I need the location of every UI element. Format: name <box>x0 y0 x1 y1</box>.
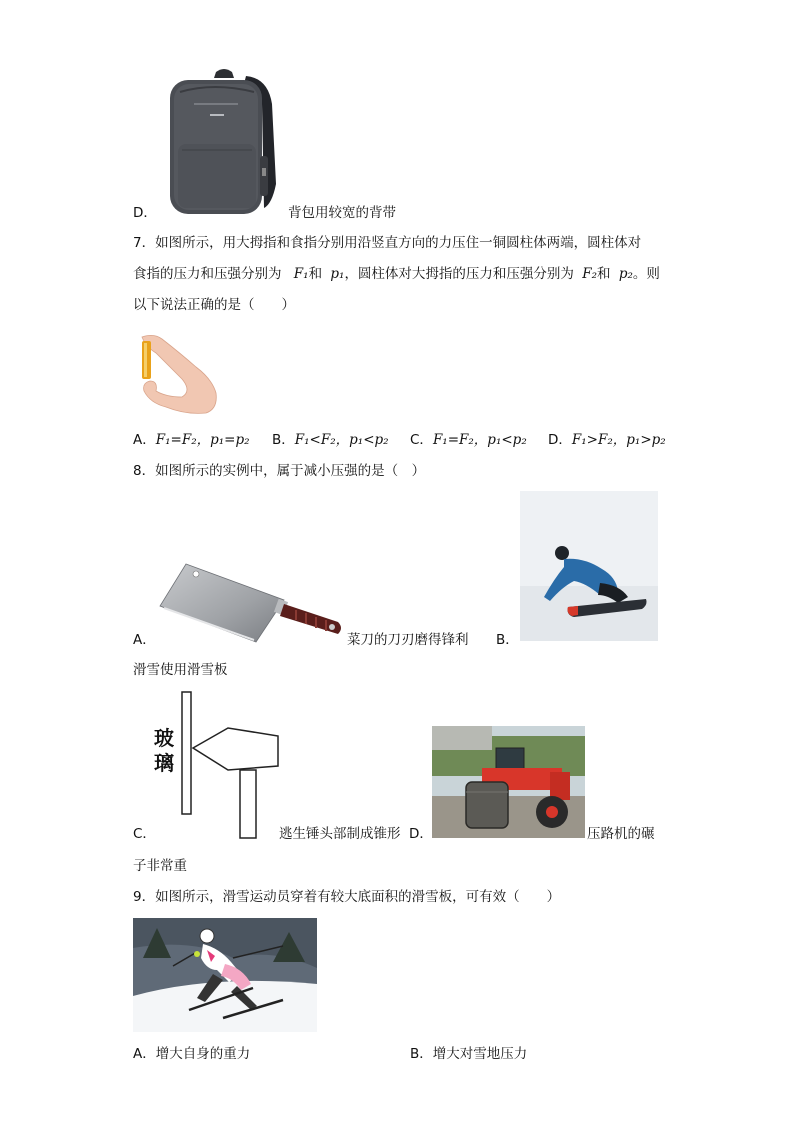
q7-option-a[interactable] <box>133 430 250 450</box>
q7-symbol-p2: p₂ <box>618 266 633 282</box>
q7-symbol-p1: p₁ <box>330 266 345 282</box>
q9-option-a-letter: A． <box>133 1046 156 1062</box>
glass-label-1: 玻 <box>154 726 174 750</box>
fingers-cylinder-image <box>136 331 220 415</box>
q7-option-c-expr: F₁=F₂，p₁<p₂ <box>432 432 527 448</box>
q7-line2-part2: 和 <box>308 266 323 282</box>
q9-option-b-letter: B． <box>410 1046 433 1062</box>
q7-option-c[interactable] <box>410 430 527 450</box>
road-roller-image <box>432 726 585 838</box>
q7-option-b-letter: B． <box>272 432 295 448</box>
q8-option-a-letter: A． <box>133 632 156 648</box>
q8-option-d-letter: D． <box>409 826 433 842</box>
q7-option-d-letter: D． <box>548 432 572 448</box>
glass-label-2: 璃 <box>154 751 174 775</box>
q8-option-c-letter: C． <box>133 826 156 842</box>
q8-option-b-text: 滑雪使用滑雪板 <box>133 662 228 678</box>
q7-stem-line3: 以下说法正确的是（ ） <box>133 297 295 313</box>
q7-line2-part4: 和 <box>597 266 611 282</box>
q7-symbol-F2: F₂ <box>582 266 598 282</box>
q7-option-b-expr: F₁<F₂，p₁<p₂ <box>294 432 389 448</box>
q8-option-d-text-2: 子非常重 <box>133 858 187 874</box>
q7-option-d-expr: F₁>F₂，p₁>p₂ <box>571 432 666 448</box>
snowboarder-image <box>520 491 658 641</box>
q8-option-d-text-1: 压路机的碾 <box>587 826 655 842</box>
q6-option-d-letter: D． <box>133 205 157 221</box>
q7-option-a-letter: A． <box>133 432 156 448</box>
q8-option-c-text: 逃生锤头部制成锥形 <box>279 826 401 842</box>
q7-line2-part5: 。则 <box>632 266 660 282</box>
q8-option-b-letter: B． <box>496 632 519 648</box>
q9-option-b-text: 增大对雪地压力 <box>432 1046 528 1062</box>
q9-option-a-text: 增大自身的重力 <box>155 1046 251 1062</box>
q7-option-d[interactable] <box>548 430 666 450</box>
q7-symbol-F1: F₁ <box>293 266 309 282</box>
q7-option-c-letter: C． <box>410 432 433 448</box>
q9-option-a[interactable] <box>133 1044 250 1064</box>
q9-option-b[interactable] <box>410 1044 527 1064</box>
q7-option-b[interactable] <box>272 430 389 450</box>
backpack-image <box>164 64 284 216</box>
q8-option-a-text: 菜刀的刀刃磨得锋利 <box>347 632 469 648</box>
q7-stem-line1: 7．如图所示，用大拇指和食指分别用沿竖直方向的力压住一铜圆柱体两端，圆柱体对 <box>133 235 642 251</box>
cleaver-image <box>156 560 344 646</box>
skier-image <box>133 918 317 1032</box>
q7-option-a-expr: F₁=F₂，p₁=p₂ <box>155 432 250 448</box>
q8-stem: 8．如图所示的实例中，属于减小压强的是（ ） <box>133 463 426 479</box>
q9-stem: 9．如图所示，滑雪运动员穿着有较大底面积的滑雪板，可有效（ ） <box>133 889 561 905</box>
q7-line2-part1: 食指的压力和压强分别为 <box>133 266 282 282</box>
q7-line2-part3: ，圆柱体对大拇指的压力和压强分别为 <box>344 266 574 282</box>
q6-option-d-text: 背包用较宽的背带 <box>288 205 396 221</box>
q7-stem-line2 <box>133 264 660 284</box>
